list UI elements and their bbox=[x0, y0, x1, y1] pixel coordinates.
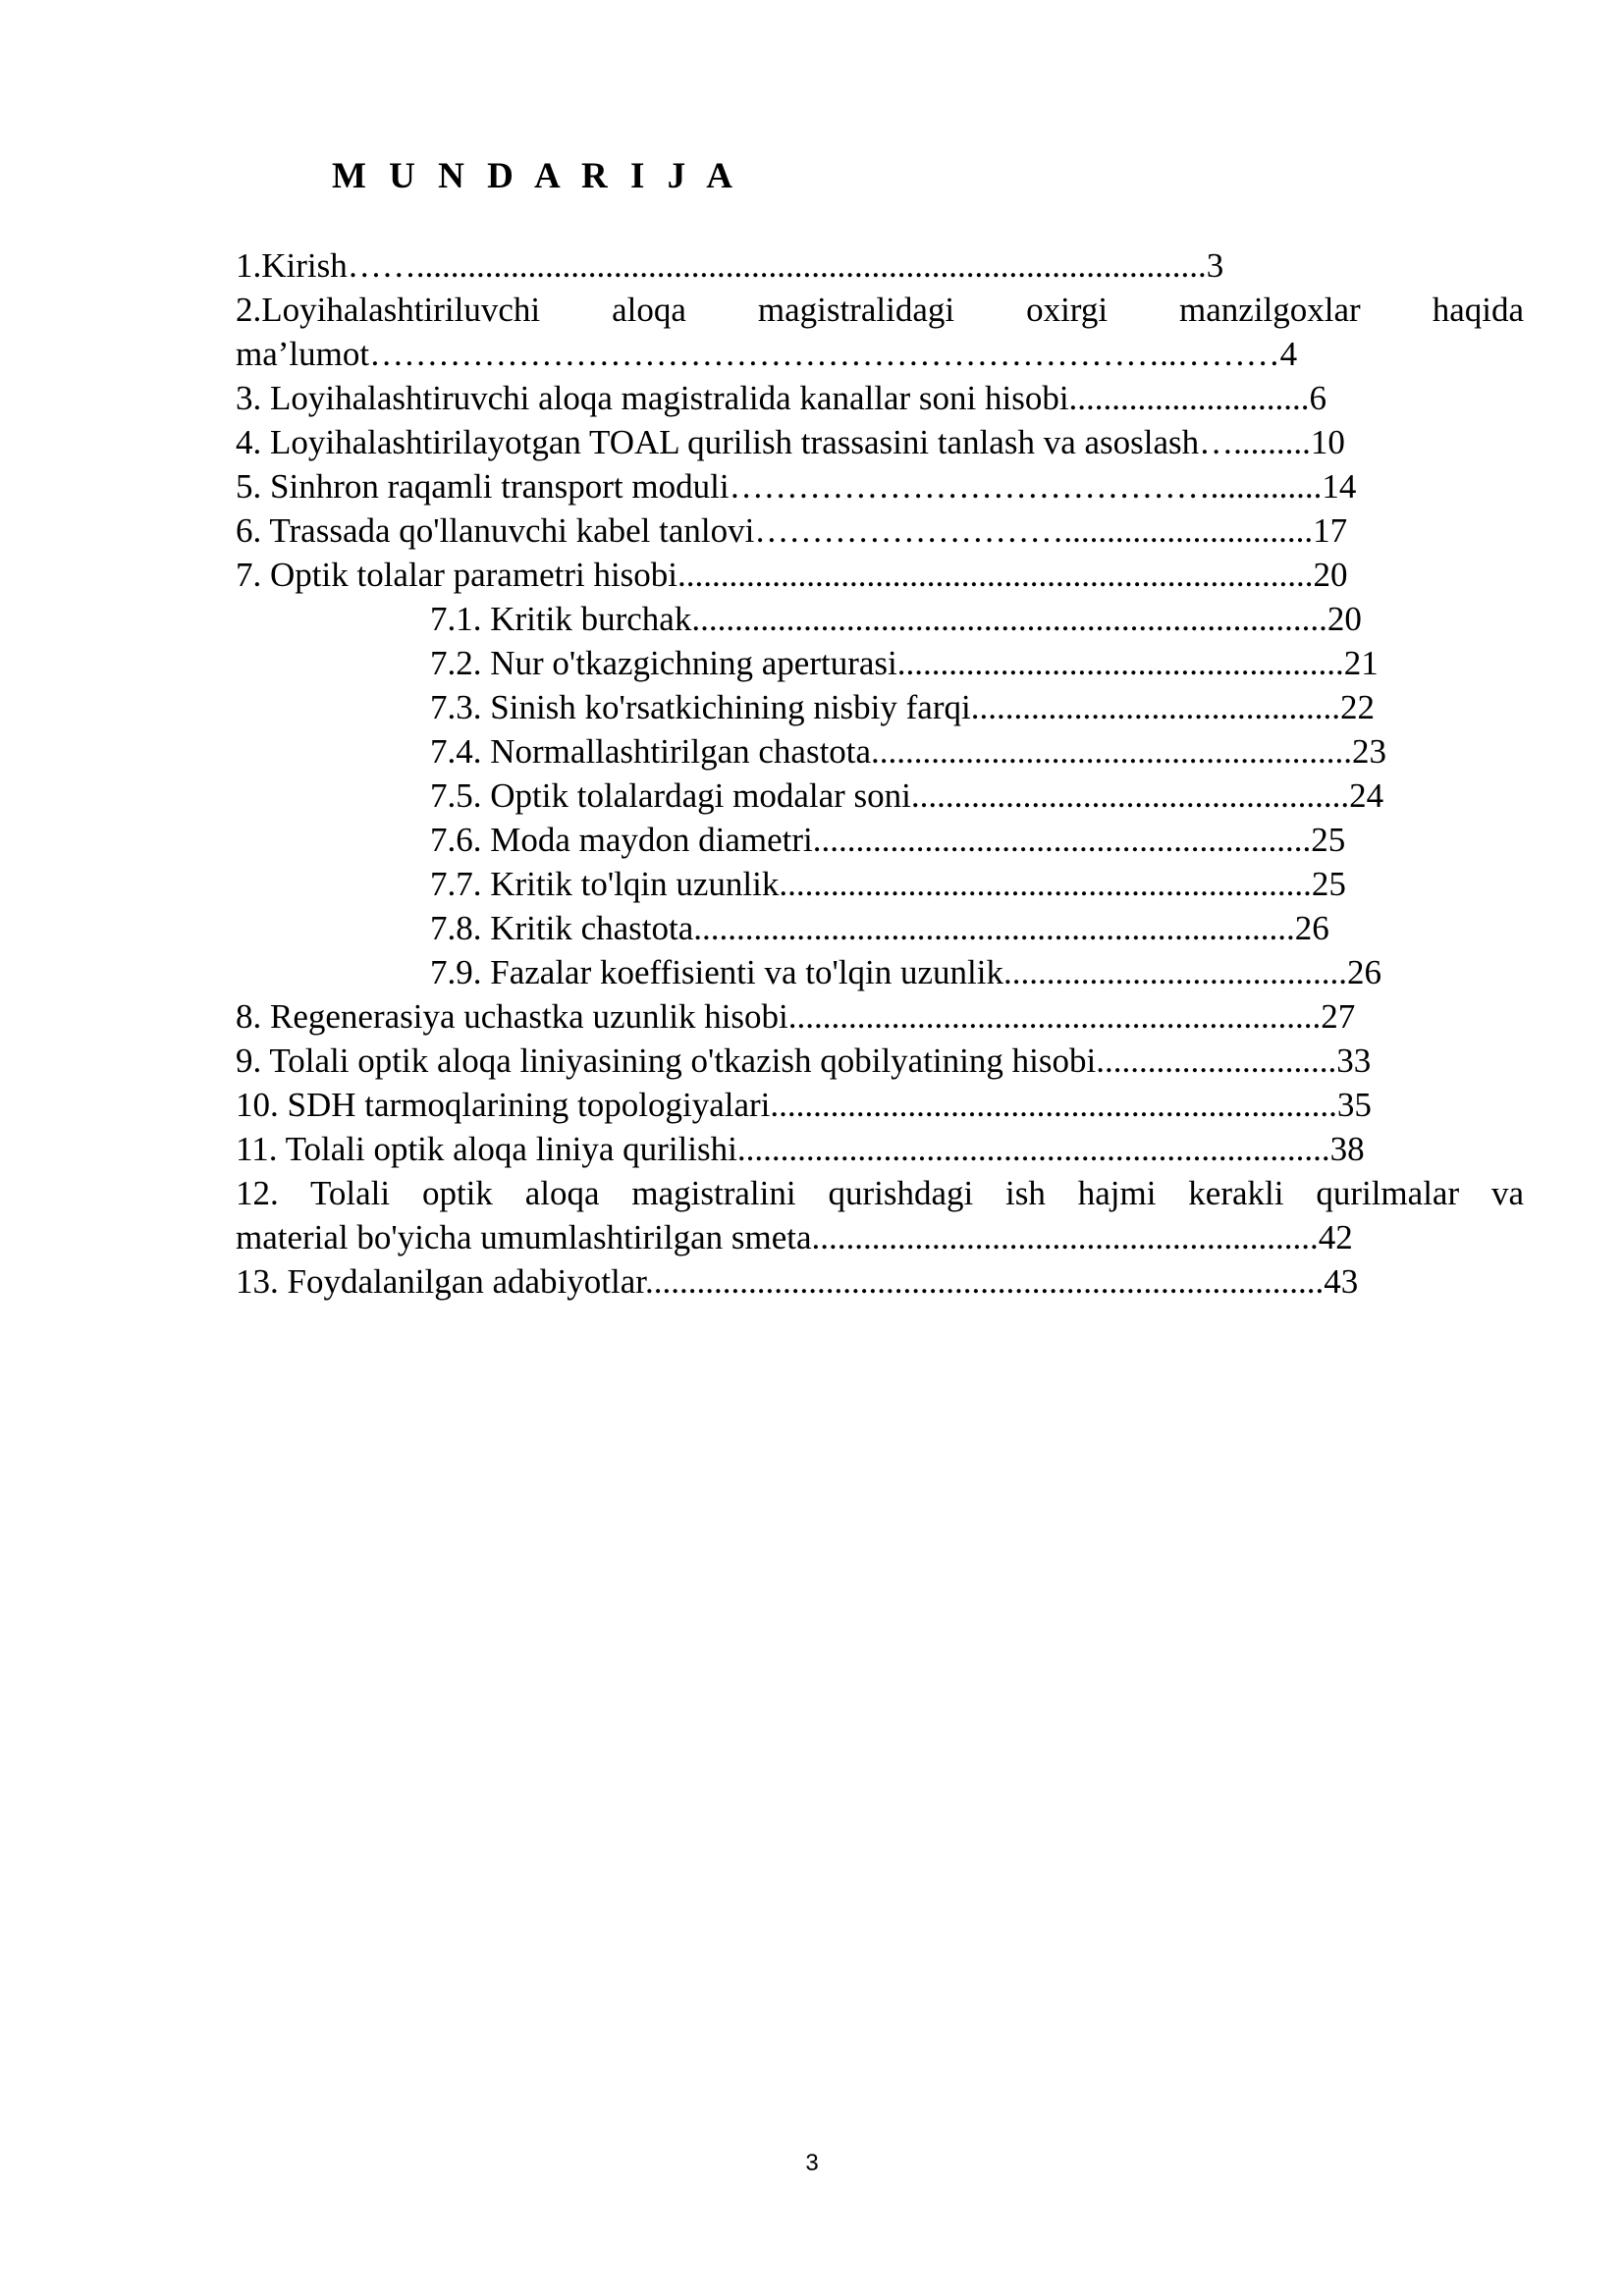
toc-entry: 10. SDH tarmoqlarining topologiyalari..................................................................35 bbox=[236, 1086, 1372, 1124]
toc-subentry: 7.6. Moda maydon diametri..........................................................25 bbox=[430, 821, 1346, 859]
toc-entry: 13. Foydalanilgan adabiyotlar...............................................................................43 bbox=[236, 1262, 1359, 1301]
toc-subentry: 7.8. Kritik chastota......................................................................26 bbox=[430, 909, 1329, 947]
toc-subentry: 7.7. Kritik to'lqin uzunlik..............................................................25 bbox=[430, 865, 1346, 903]
toc-entry: 8. Regenerasiya uchastka uzunlik hisobi..............................................................27 bbox=[236, 997, 1356, 1036]
toc-subentry: 7.3. Sinish ko'rsatkichining nisbiy farqi...........................................22 bbox=[430, 688, 1375, 726]
toc-entry-continued: material bo'yicha umumlashtirilgan smeta...........................................................42 bbox=[236, 1218, 1353, 1256]
toc-entry: 9. Tolali optik aloqa liniyasining o'tkazish qobilyatining hisobi............................33 bbox=[236, 1041, 1372, 1080]
toc-entry: 6. Trassada qo'llanuvchi kabel tanlovi……………………….............................17 bbox=[236, 511, 1348, 550]
toc-entry: 12. Tolali optik aloqa magistralini qurishdagi ish hajmi kerakli qurilmalar va bbox=[236, 1174, 1524, 1212]
toc-subentry: 7.4. Normallashtirilgan chastota........................................................23 bbox=[430, 732, 1387, 771]
toc-entry-continued: ma’lumot……………………………………………………………..………4 bbox=[236, 335, 1298, 373]
toc-entry: 3. Loyihalashtiruvchi aloqa magistralida kanallar soni hisobi............................6 bbox=[236, 379, 1327, 417]
page-number: 3 bbox=[805, 2150, 819, 2176]
toc-subentry: 7.1. Kritik burchak..........................................................................20 bbox=[430, 600, 1362, 638]
toc-subentry: 7.2. Nur o'tkazgichning aperturasi....................................................21 bbox=[430, 644, 1379, 682]
toc-entry: 2.Loyihalashtiriluvchi aloqa magistralidagi oxirgi manzilgoxlar haqida bbox=[236, 291, 1524, 329]
toc-entry: 5. Sinhron raqamli transport moduli…………………………………….............14 bbox=[236, 467, 1357, 506]
toc-entry: 4. Loyihalashtirilayotgan TOAL qurilish trassasini tanlash va asoslash….........10 bbox=[236, 423, 1345, 461]
toc-subentry: 7.5. Optik tolalardagi modalar soni...................................................24 bbox=[430, 776, 1384, 815]
toc-heading: M U N D A R I J A bbox=[332, 156, 740, 196]
toc-entry: 1.Kirish……............................................................................................3 bbox=[236, 246, 1224, 285]
toc-subentry: 7.9. Fazalar koeffisienti va to'lqin uzunlik........................................26 bbox=[430, 953, 1381, 991]
toc-entry: 11. Tolali optik aloqa liniya qurilishi.....................................................................38 bbox=[236, 1130, 1365, 1168]
toc-entry: 7. Optik tolalar parametri hisobi..........................................................................20 bbox=[236, 556, 1348, 594]
